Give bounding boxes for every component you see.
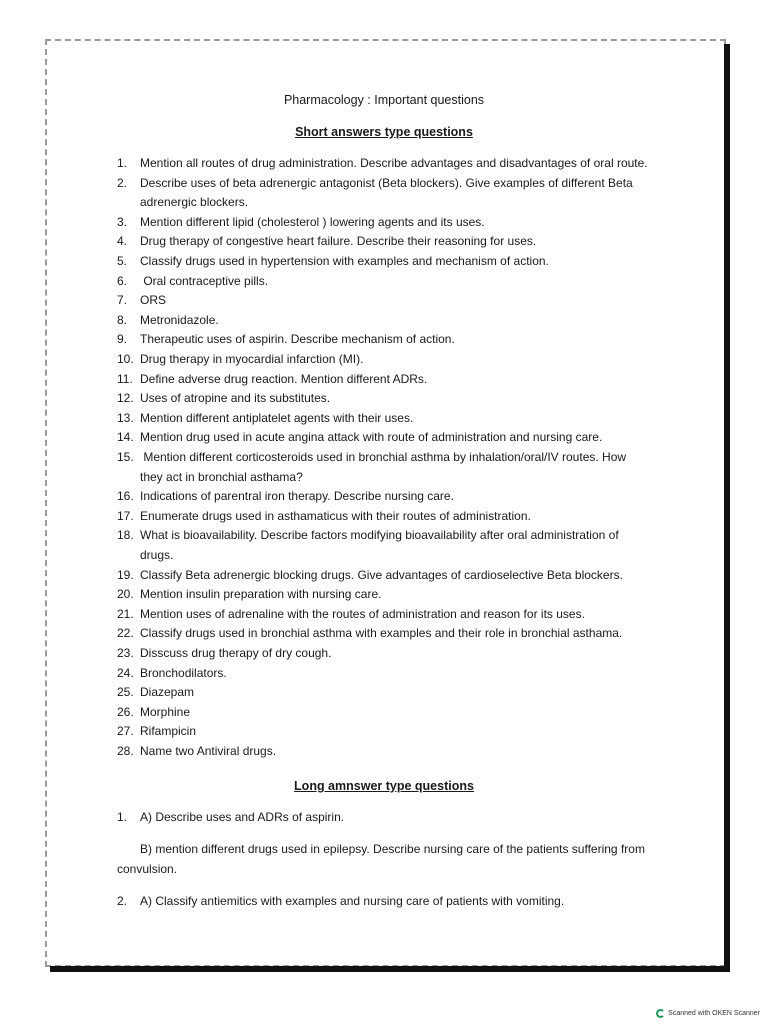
long-question-1b [117, 840, 677, 879]
question-number: 20. [117, 587, 134, 602]
short-question-item [117, 389, 677, 409]
question-text: Metronidazole. [140, 312, 219, 327]
question-number: 12. [117, 391, 134, 406]
short-question-item [117, 566, 677, 586]
question-number: 9. [117, 332, 128, 347]
question-text: Mention different corticosteroids used in bronchial asthma by inhalation/oral/IV routes. How [140, 450, 627, 464]
question-number: 18. [117, 528, 134, 543]
question-number: 21. [117, 606, 134, 621]
question-text: Therapeutic uses of aspirin. Describe mechanism of action. [140, 332, 455, 347]
short-question-item [117, 487, 677, 507]
short-question-item [117, 624, 677, 644]
short-question-item [117, 272, 677, 292]
long-question-1a [117, 808, 677, 828]
question-text: Indications of parentral iron therapy. Describe nursing care. [140, 489, 454, 504]
short-question-item [117, 605, 677, 625]
short-question-item [117, 311, 677, 331]
scanner-text: Scanned with OKEN Scanner [668, 1010, 760, 1017]
question-number: 26. [117, 704, 134, 719]
question-text: Rifampicin [140, 724, 197, 739]
question-text: Mention insulin preparation with nursing care. [140, 587, 382, 602]
question-text: Uses of atropine and its substitutes. [140, 391, 331, 406]
question-text-cont: they act in bronchial asthama? [140, 469, 303, 484]
question-number: 3. [117, 214, 128, 229]
short-question-item [117, 232, 677, 252]
question-text: Define adverse drug reaction. Mention different ADRs. [140, 371, 428, 386]
short-question-item [117, 428, 677, 448]
question-number: 23. [117, 646, 134, 660]
short-question-item [117, 526, 677, 565]
question-number: 15. [117, 450, 134, 464]
short-question-item [117, 252, 677, 272]
question-number: 27. [117, 724, 134, 739]
long-question-2a [117, 892, 677, 912]
question-number: 19. [117, 567, 134, 582]
question-number: 6. [117, 273, 128, 288]
question-number: 24. [117, 665, 134, 680]
short-question-item [117, 722, 677, 742]
question-text: Classify drugs used in hypertension with examples and mechanism of action. [140, 254, 549, 268]
question-text: Diazepam [140, 685, 195, 700]
question-number: 8. [117, 312, 128, 327]
question-text: Mention uses of adrenaline with the routes of administration and reason for its uses. [140, 606, 585, 621]
short-question-item [117, 154, 677, 174]
question-text: ORS [140, 293, 167, 308]
short-question-item [117, 507, 677, 527]
question-number: 11. [117, 371, 133, 386]
question-text: Mention all routes of drug administration. Describe advantages and disadvantages of oral route. [140, 156, 648, 170]
question-number: 7. [117, 293, 128, 308]
question-text: Drug therapy in myocardial infarction (MI). [140, 352, 364, 366]
question-text: Name two Antiviral drugs. [140, 744, 277, 758]
long-questions-heading: Long amnswer type questions [294, 779, 474, 793]
question-text: Classify drugs used in bronchial asthma with examples and their role in bronchial asthama. [140, 626, 623, 641]
question-number: 25. [117, 685, 134, 700]
short-question-item [117, 330, 677, 350]
long-question-number: 1. [117, 810, 128, 824]
question-text-cont: adrenergic blockers. [140, 195, 249, 210]
question-text: Describe uses of beta adrenergic antagonist (Beta blockers). Give examples of different Beta [140, 175, 633, 190]
question-number: 2. [117, 175, 128, 190]
scanner-watermark [656, 1009, 760, 1018]
long-question-text: B) mention different drugs used in epilepsy. Describe nursing care of the patients suffering from [140, 842, 645, 856]
question-number: 1. [117, 156, 128, 170]
long-question-text: A) Describe uses and ADRs of aspirin. [140, 810, 345, 824]
question-number: 16. [117, 489, 134, 504]
question-text: Mention different lipid (cholesterol ) lowering agents and its uses. [140, 214, 485, 229]
question-number: 10. [117, 352, 134, 366]
short-question-item [117, 350, 677, 370]
short-question-item [117, 742, 677, 762]
question-text: Disscuss drug therapy of dry cough. [140, 646, 332, 660]
question-number: 13. [117, 410, 134, 425]
question-text-cont: drugs. [140, 547, 174, 562]
scanner-logo-icon [656, 1009, 665, 1018]
short-questions-heading: Short answers type questions [295, 125, 473, 139]
question-number: 4. [117, 234, 128, 249]
question-text: Mention different antiplatelet agents with their uses. [140, 410, 414, 425]
short-question-item [117, 683, 677, 703]
short-question-item [117, 664, 677, 684]
long-question-text-cont: convulsion. [117, 861, 178, 876]
short-question-item [117, 409, 677, 429]
short-question-item [117, 213, 677, 233]
page-title: Pharmacology : Important questions [283, 93, 485, 107]
short-question-item [117, 448, 677, 487]
question-text: Enumerate drugs used in asthamaticus with their routes of administration. [140, 508, 531, 523]
short-question-item [117, 370, 677, 390]
short-question-item [117, 174, 677, 213]
short-question-item [117, 585, 677, 605]
question-number: 17. [117, 508, 134, 523]
long-question-text: A) Classify antiemitics with examples and nursing care of patients with vomiting. [140, 894, 565, 908]
long-question-number: 2. [117, 894, 128, 908]
question-text: Oral contraceptive pills. [140, 273, 269, 288]
question-number: 28. [117, 744, 134, 758]
short-question-item [117, 644, 677, 664]
question-text: Mention drug used in acute angina attack with route of administration and nursing care. [140, 430, 603, 445]
question-text: Drug therapy of congestive heart failure. Describe their reasoning for uses. [140, 234, 537, 249]
short-question-item [117, 291, 677, 311]
question-text: What is bioavailability. Describe factors modifying bioavailability after oral administration of [140, 528, 619, 543]
question-number: 22. [117, 626, 134, 641]
question-number: 5. [117, 254, 128, 268]
question-text: Morphine [140, 704, 191, 719]
question-text: Bronchodilators. [140, 665, 227, 680]
question-text: Classify Beta adrenergic blocking drugs. Give advantages of cardioselective Beta blockers. [140, 567, 623, 582]
short-question-item [117, 703, 677, 723]
question-number: 14. [117, 430, 134, 445]
